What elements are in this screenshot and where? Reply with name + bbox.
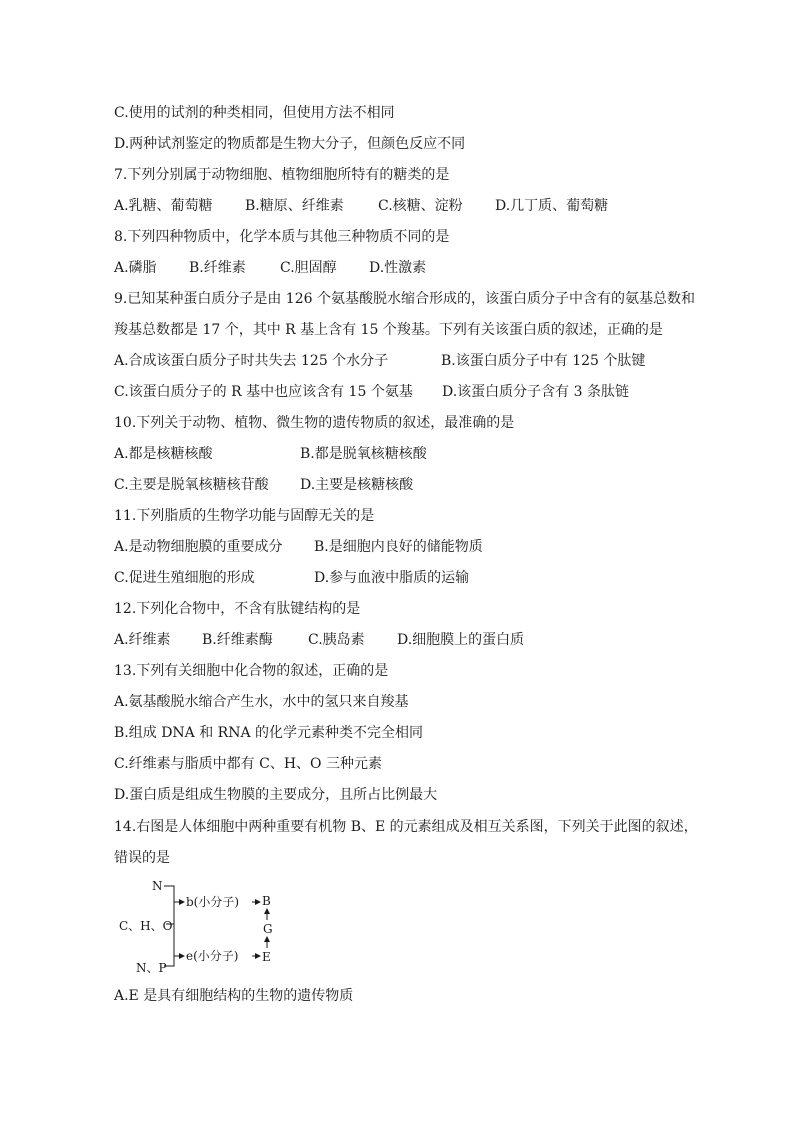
q10-options-ab bbox=[114, 444, 714, 464]
q11-option-a: A.是动物细胞膜的重要成分 bbox=[114, 539, 283, 555]
q12-option-a: A.纤维素 bbox=[114, 632, 171, 648]
q10-option-a: A.都是核糖核酸 bbox=[114, 446, 213, 462]
q10-option-b: B.都是脱氧核糖核酸 bbox=[300, 446, 427, 462]
q10-option-c: C.主要是脱氧核糖核苷酸 bbox=[114, 477, 269, 493]
label-np: N、P bbox=[136, 961, 167, 975]
q9-option-a: A.合成该蛋白质分子时共失去 125 个水分子 bbox=[114, 353, 389, 369]
q7-option-b: B.糖原、纤维素 bbox=[245, 198, 344, 214]
q12-option-c: C.胰岛素 bbox=[308, 632, 365, 648]
q10-option-d: D.主要是核糖核酸 bbox=[300, 477, 414, 493]
label-E: E bbox=[262, 950, 271, 964]
q12-stem: 12.下列化合物中，不含有肽键结构的是 bbox=[114, 601, 361, 617]
q11-option-d: D.参与血液中脂质的运输 bbox=[314, 570, 470, 586]
q12-option-d: D.细胞膜上的蛋白质 bbox=[397, 632, 525, 648]
q10-options-cd bbox=[114, 475, 714, 495]
q13-option-a: A.氨基酸脱水缩合产生水，水中的氢只来自羧基 bbox=[114, 694, 409, 710]
q9-option-c: C.该蛋白质分子的 R 基中也应该含有 15 个氨基 bbox=[114, 384, 413, 400]
q9-options-cd bbox=[114, 382, 714, 402]
q9-options-ab bbox=[114, 351, 714, 371]
q13-option-c: C.纤维素与脂质中都有 C、H、O 三种元素 bbox=[114, 756, 382, 772]
q7-option-a: A.乳糖、葡萄糖 bbox=[114, 198, 213, 214]
q7-options bbox=[114, 196, 714, 216]
q7-stem: 7.下列分别属于动物细胞、植物细胞所特有的糖类的是 bbox=[114, 167, 450, 183]
q11-option-c: C.促进生殖细胞的形成 bbox=[114, 570, 255, 586]
q8-stem: 8.下列四种物质中，化学本质与其他三种物质不同的是 bbox=[114, 229, 450, 245]
label-B: B bbox=[262, 894, 271, 908]
q12-option-b: B.纤维素酶 bbox=[202, 632, 273, 648]
q12-options bbox=[114, 630, 714, 650]
q7-option-d: D.几丁质、葡萄糖 bbox=[495, 198, 609, 214]
element-relation-diagram bbox=[114, 878, 314, 978]
label-e-small: e(小分子) bbox=[186, 949, 239, 963]
q9-stem-2: 羧基总数都是 17 个，其中 R 基上含有 15 个羧基。下列有关该蛋白质的叙述，正确的是 bbox=[114, 322, 663, 338]
q11-stem: 11.下列脂质的生物学功能与固醇无关的是 bbox=[114, 508, 375, 524]
q8-options bbox=[114, 258, 714, 278]
q7-option-c: C.核糖、淀粉 bbox=[378, 198, 463, 214]
q13-option-d: D.蛋白质是组成生物膜的主要成分，且所占比例最大 bbox=[114, 787, 438, 803]
q10-stem: 10.下列关于动物、植物、微生物的遗传物质的叙述，最准确的是 bbox=[114, 415, 515, 431]
label-b-small: b(小分子) bbox=[186, 895, 240, 909]
q8-option-c: C.胆固醇 bbox=[280, 260, 337, 276]
q9-stem-1: 9.已知某种蛋白质分子是由 126 个氨基酸脱水缩合形成的，该蛋白质分子中含有的氨基总数和 bbox=[114, 291, 695, 307]
q9-option-d: D.该蛋白质分子含有 3 条肽链 bbox=[442, 384, 629, 400]
q8-option-d: D.性激素 bbox=[369, 260, 427, 276]
q13-option-b: B.组成 DNA 和 RNA 的化学元素种类不完全相同 bbox=[114, 725, 424, 741]
q6-option-c: C.使用的试剂的种类相同，但使用方法不相同 bbox=[114, 105, 395, 121]
label-cho: C、H、O bbox=[119, 919, 173, 933]
q8-option-a: A.磷脂 bbox=[114, 260, 157, 276]
q9-option-b: B.该蛋白质分子中有 125 个肽键 bbox=[441, 353, 646, 369]
q14-stem-2: 错误的是 bbox=[114, 850, 170, 866]
q11-options-ab bbox=[114, 537, 714, 557]
q14-stem-1: 14.右图是人体细胞中两种重要有机物 B、E 的元素组成及相互关系图，下列关于此图的叙述， bbox=[114, 819, 698, 835]
q14-option-a: A.E 是具有细胞结构的生物的遗传物质 bbox=[114, 988, 354, 1004]
q11-options-cd bbox=[114, 568, 714, 588]
q13-stem: 13.下列有关细胞中化合物的叙述，正确的是 bbox=[114, 663, 389, 679]
label-n: N bbox=[152, 879, 163, 893]
q8-option-b: B.纤维素 bbox=[189, 260, 246, 276]
q6-option-d: D.两种试剂鉴定的物质都是生物大分子，但颜色反应不同 bbox=[114, 136, 466, 152]
label-G: G bbox=[263, 922, 273, 936]
q11-option-b: B.是细胞内良好的储能物质 bbox=[314, 539, 483, 555]
